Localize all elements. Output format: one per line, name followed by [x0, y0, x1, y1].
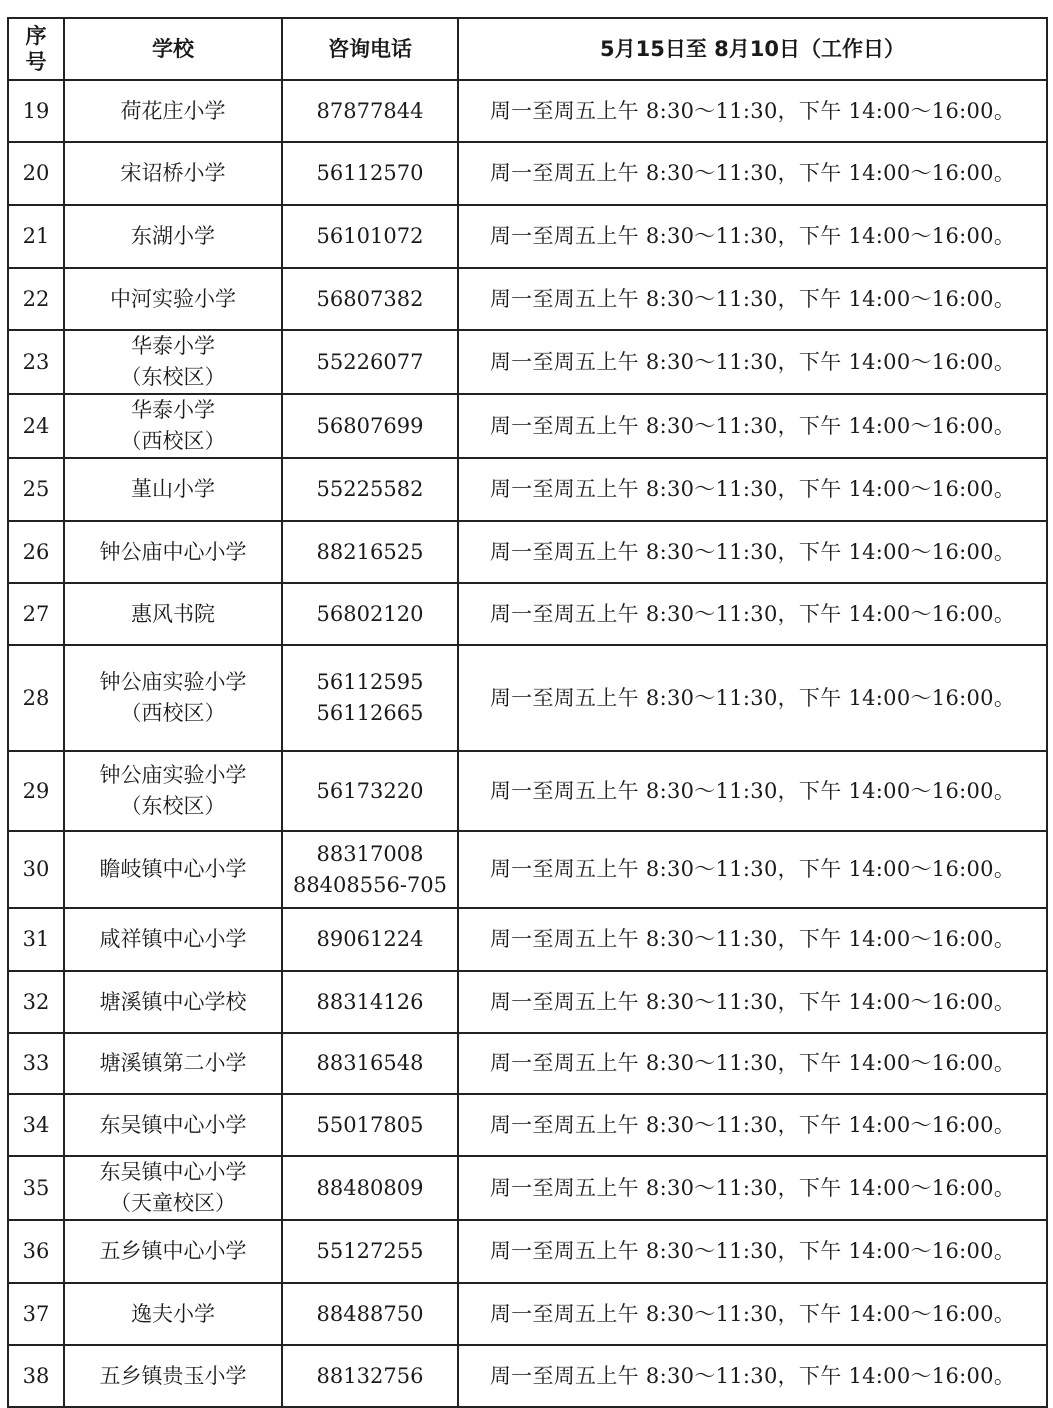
- office-hours-cell: 周一至周五上午 8:30～11:30，下午 14:00～16:00。: [458, 394, 1047, 458]
- school-name-cell: [64, 1094, 282, 1156]
- school-name-cell: [64, 330, 282, 394]
- school-name-line: 华泰小学: [131, 334, 215, 358]
- phone-number: 55226077: [316, 349, 424, 374]
- school-name-cell: [64, 831, 282, 908]
- table-row: [8, 908, 1047, 971]
- school-name-cell: [64, 583, 282, 645]
- table-row: [8, 205, 1047, 268]
- row-number: 29: [8, 751, 64, 831]
- phone-number: 88480809: [316, 1175, 424, 1200]
- phone-cell: [282, 458, 458, 521]
- table-row: [8, 583, 1047, 645]
- phone-cell: [282, 330, 458, 394]
- row-number: 19: [8, 80, 64, 142]
- school-name-cell: [64, 971, 282, 1033]
- office-hours-cell: 周一至周五上午 8:30～11:30，下午 14:00～16:00。: [458, 1094, 1047, 1156]
- phone-cell: [282, 1283, 458, 1345]
- row-number: 28: [8, 645, 64, 751]
- school-name-line: （西校区）: [120, 429, 226, 453]
- school-name-cell: [64, 1156, 282, 1220]
- school-name-line: 惠风书院: [131, 601, 215, 626]
- school-name-line: 东吴镇中心小学: [99, 1112, 247, 1137]
- row-number: 20: [8, 142, 64, 205]
- phone-cell: [282, 80, 458, 142]
- office-hours-cell: 周一至周五上午 8:30～11:30，下午 14:00～16:00。: [458, 1283, 1047, 1345]
- school-name-cell: [64, 142, 282, 205]
- row-number: 32: [8, 971, 64, 1033]
- table-row: [8, 1220, 1047, 1283]
- school-name-line: 五乡镇中心小学: [99, 1239, 247, 1263]
- office-hours-cell: 周一至周五上午 8:30～11:30，下午 14:00～16:00。: [458, 268, 1047, 330]
- row-number: 31: [8, 908, 64, 971]
- phone-number: 88132756: [316, 1363, 424, 1388]
- school-name-line: 钟公庙实验小学: [99, 763, 247, 787]
- phone-number: 88317008: [316, 841, 424, 866]
- office-hours-cell: 周一至周五上午 8:30～11:30，下午 14:00～16:00。: [458, 205, 1047, 268]
- school-name-cell: [64, 908, 282, 971]
- phone-number: 56173220: [316, 778, 424, 803]
- phone-number: 56807699: [316, 413, 424, 438]
- phone-number: 56112665: [316, 701, 424, 725]
- phone-cell: [282, 1094, 458, 1156]
- school-name-line: 东吴镇中心小学: [99, 1160, 247, 1184]
- office-hours-cell: 周一至周五上午 8:30～11:30，下午 14:00～16:00。: [458, 751, 1047, 831]
- table-row: [8, 831, 1047, 908]
- row-number: 35: [8, 1156, 64, 1220]
- school-name-cell: [64, 205, 282, 268]
- row-number: 26: [8, 521, 64, 583]
- table-row: [8, 142, 1047, 205]
- office-hours-cell: 周一至周五上午 8:30～11:30，下午 14:00～16:00。: [458, 908, 1047, 971]
- school-name-line: 堇山小学: [131, 477, 215, 501]
- phone-cell: [282, 142, 458, 205]
- office-hours-cell: 周一至周五上午 8:30～11:30，下午 14:00～16:00。: [458, 1220, 1047, 1283]
- office-hours-cell: 周一至周五上午 8:30～11:30，下午 14:00～16:00。: [458, 1345, 1047, 1407]
- phone-number: 55225582: [316, 477, 424, 501]
- column-header-number: [8, 18, 64, 80]
- phone-cell: [282, 521, 458, 583]
- school-name-line: 华泰小学: [131, 398, 215, 422]
- school-name-cell: [64, 1345, 282, 1407]
- phone-cell: [282, 1345, 458, 1407]
- phone-number: 55017805: [316, 1112, 424, 1137]
- table-row: [8, 1156, 1047, 1220]
- school-name-line: （天童校区）: [110, 1191, 236, 1215]
- office-hours-cell: 周一至周五上午 8:30～11:30，下午 14:00～16:00。: [458, 971, 1047, 1033]
- school-name-cell: [64, 521, 282, 583]
- table-row: [8, 330, 1047, 394]
- table-row: [8, 1345, 1047, 1407]
- office-hours-cell: 周一至周五上午 8:30～11:30，下午 14:00～16:00。: [458, 1033, 1047, 1094]
- school-name-line: 咸祥镇中心小学: [99, 927, 247, 951]
- office-hours-cell: 周一至周五上午 8:30～11:30，下午 14:00～16:00。: [458, 645, 1047, 751]
- column-header-hours: 5月15日至 8月10日（工作日）: [458, 18, 1047, 80]
- office-hours-cell: 周一至周五上午 8:30～11:30，下午 14:00～16:00。: [458, 330, 1047, 394]
- phone-number: 88314126: [316, 989, 424, 1014]
- school-name-line: （东校区）: [120, 365, 226, 389]
- row-number: 33: [8, 1033, 64, 1094]
- row-number: 25: [8, 458, 64, 521]
- table-row: [8, 645, 1047, 751]
- table-body: [8, 80, 1047, 1407]
- phone-number: 89061224: [316, 927, 424, 951]
- school-name-cell: [64, 645, 282, 751]
- phone-number: 56802120: [316, 601, 424, 626]
- table-row: [8, 521, 1047, 583]
- office-hours-cell: 周一至周五上午 8:30～11:30，下午 14:00～16:00。: [458, 458, 1047, 521]
- phone-cell: [282, 1156, 458, 1220]
- school-name-cell: [64, 80, 282, 142]
- phone-cell: [282, 268, 458, 330]
- school-name-cell: [64, 394, 282, 458]
- column-header-phone: 咨询电话: [282, 18, 458, 80]
- row-number: 37: [8, 1283, 64, 1345]
- school-name-cell: [64, 1283, 282, 1345]
- school-name-line: 荷花庄小学: [120, 98, 226, 123]
- school-name-cell: [64, 751, 282, 831]
- school-name-line: 塘溪镇中心学校: [99, 989, 247, 1014]
- row-number: 38: [8, 1345, 64, 1407]
- phone-number: 56112595: [316, 670, 424, 694]
- school-name-cell: [64, 1220, 282, 1283]
- school-name-line: （东校区）: [120, 794, 226, 818]
- table-row: [8, 80, 1047, 142]
- table-row: [8, 971, 1047, 1033]
- row-number: 30: [8, 831, 64, 908]
- phone-number: 88316548: [316, 1051, 424, 1075]
- header-row: [8, 18, 1047, 80]
- phone-cell: [282, 908, 458, 971]
- office-hours-cell: 周一至周五上午 8:30～11:30，下午 14:00～16:00。: [458, 80, 1047, 142]
- table-row: [8, 1283, 1047, 1345]
- row-number: 23: [8, 330, 64, 394]
- row-number: 36: [8, 1220, 64, 1283]
- row-number: 22: [8, 268, 64, 330]
- phone-number: 88488750: [316, 1301, 424, 1326]
- table-row: [8, 268, 1047, 330]
- phone-cell: [282, 971, 458, 1033]
- school-name-line: （西校区）: [120, 701, 226, 725]
- phone-number: 87877844: [316, 98, 424, 123]
- phone-number: 88408556-705: [292, 872, 448, 897]
- school-name-line: 宋诏桥小学: [120, 161, 226, 185]
- table-row: [8, 458, 1047, 521]
- phone-cell: [282, 1033, 458, 1094]
- column-header-number-line: 号: [25, 50, 47, 74]
- phone-number: 88216525: [316, 539, 424, 564]
- row-number: 27: [8, 583, 64, 645]
- row-number: 34: [8, 1094, 64, 1156]
- phone-cell: [282, 583, 458, 645]
- office-hours-cell: 周一至周五上午 8:30～11:30，下午 14:00～16:00。: [458, 1156, 1047, 1220]
- phone-number: 56112570: [316, 161, 424, 185]
- table-row: [8, 1033, 1047, 1094]
- school-name-cell: [64, 268, 282, 330]
- office-hours-cell: 周一至周五上午 8:30～11:30，下午 14:00～16:00。: [458, 583, 1047, 645]
- school-name-line: 中河实验小学: [110, 286, 236, 311]
- phone-cell: [282, 394, 458, 458]
- office-hours-cell: 周一至周五上午 8:30～11:30，下午 14:00～16:00。: [458, 521, 1047, 583]
- column-header-number-line: 序: [25, 24, 47, 48]
- table-row: [8, 751, 1047, 831]
- phone-cell: [282, 645, 458, 751]
- school-name-cell: [64, 458, 282, 521]
- phone-cell: [282, 1220, 458, 1283]
- phone-number: 55127255: [316, 1239, 424, 1263]
- row-number: 21: [8, 205, 64, 268]
- column-header-school: 学校: [64, 18, 282, 80]
- school-name-line: 逸夫小学: [131, 1301, 215, 1326]
- phone-cell: [282, 205, 458, 268]
- row-number: 24: [8, 394, 64, 458]
- school-name-line: 钟公庙中心小学: [99, 539, 247, 564]
- school-name-line: 五乡镇贵玉小学: [99, 1363, 247, 1388]
- school-name-line: 瞻岐镇中心小学: [99, 857, 247, 881]
- phone-number: 56807382: [316, 286, 424, 311]
- school-name-cell: [64, 1033, 282, 1094]
- school-name-line: 塘溪镇第二小学: [99, 1051, 247, 1075]
- phone-cell: [282, 831, 458, 908]
- table-row: [8, 394, 1047, 458]
- school-name-line: 东湖小学: [131, 224, 215, 248]
- office-hours-cell: 周一至周五上午 8:30～11:30，下午 14:00～16:00。: [458, 831, 1047, 908]
- table-row: [8, 1094, 1047, 1156]
- phone-number: 56101072: [316, 224, 424, 248]
- phone-cell: [282, 751, 458, 831]
- school-contact-table: [7, 17, 1048, 1408]
- school-name-line: 钟公庙实验小学: [99, 670, 247, 694]
- office-hours-cell: 周一至周五上午 8:30～11:30，下午 14:00～16:00。: [458, 142, 1047, 205]
